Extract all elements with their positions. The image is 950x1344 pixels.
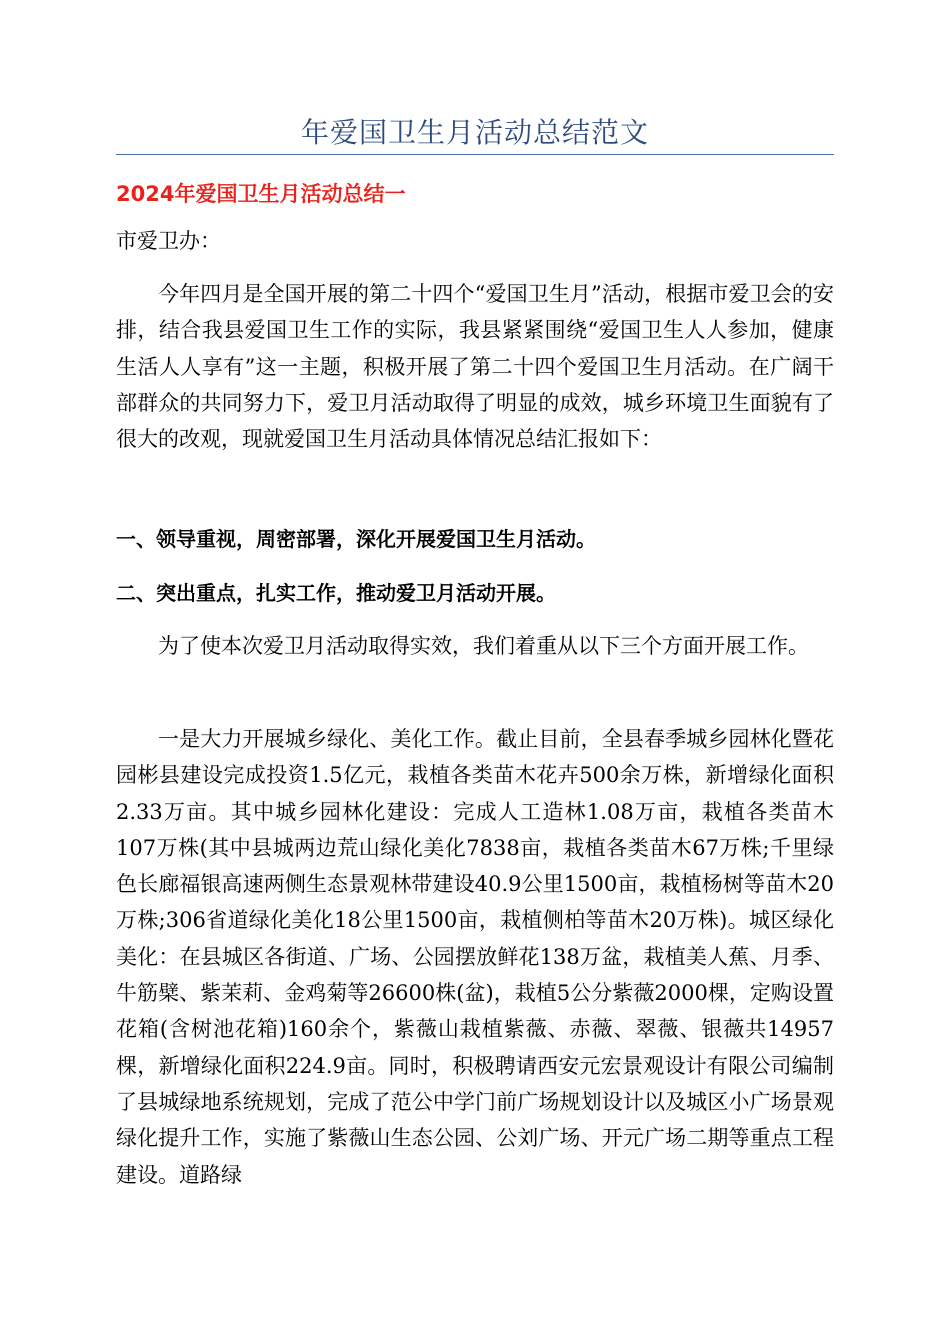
aspects-paragraph: 为了使本次爱卫月活动取得实效，我们着重从以下三个方面开展工作。 [158,634,809,658]
greening-paragraph: 一是大力开展城乡绿化、美化工作。截止目前，全县春季城乡园林化暨花园彬县建设完成投资1.5亿元，栽植各类苗木花卉500余万株，新增绿化面积2.33万亩。其中城乡园林化建设：完成人工造林1.08万亩，栽植各类苗木107万株(其中县城两边荒山绿化美化7838亩，栽植各类苗木67万株;千里绿色长廊福银高速两侧生态景观林带建设40.9公里1500亩，栽植杨树等苗木20万株;306省道绿化美化18公里1500亩，栽植侧柏等苗木20万株)。城区绿化美化：在县城区各街道、广场、公园摆放鲜花138万盆，栽植美人蕉、月季、牛筋檗、紫茉莉、金鸡菊等26600株(盆)，栽植5公分紫薇2000棵，定购设置花箱(含树池花箱)160余个，紫薇山栽植紫薇、赤薇、翠薇、银薇共14957棵，新增绿化面积224.9亩。同时，积极聘请西安元宏景观设计有限公司编制了县城绿地系统规划，完成了范公中学门前广场规划设计以及城区小广场景观绿化提升工作，实施了紫薇山生态公园、公刘广场、开元广场二期等重点工程建设。道路绿 [116,727,834,1187]
point-one-heading: 一、领导重视，周密部署，深化开展爱国卫生月活动。 [116,527,596,551]
document-title: 年爱国卫生月活动总结范文 [300,116,649,149]
title-underline [116,154,834,155]
point-two-heading: 二、突出重点，扎实工作，推动爱卫月活动开展。 [116,581,556,605]
section-heading: 2024年爱国卫生月活动总结一 [116,182,406,206]
intro-paragraph: 今年四月是全国开展的第二十四个“爱国卫生月”活动，根据市爱卫会的安排，结合我县爱国卫生工作的实际，我县紧紧围绕“爱国卫生人人参加，健康生活人人享有”这一主题，积极开展了第二十四个爱国卫生月活动。在广阔干部群众的共同努力下，爱卫月活动取得了明显的成效，城乡环境卫生面貌有了很大的改观，现就爱国卫生月活动具体情况总结汇报如下： [116,282,834,452]
salutation: 市爱卫办： [116,229,221,253]
